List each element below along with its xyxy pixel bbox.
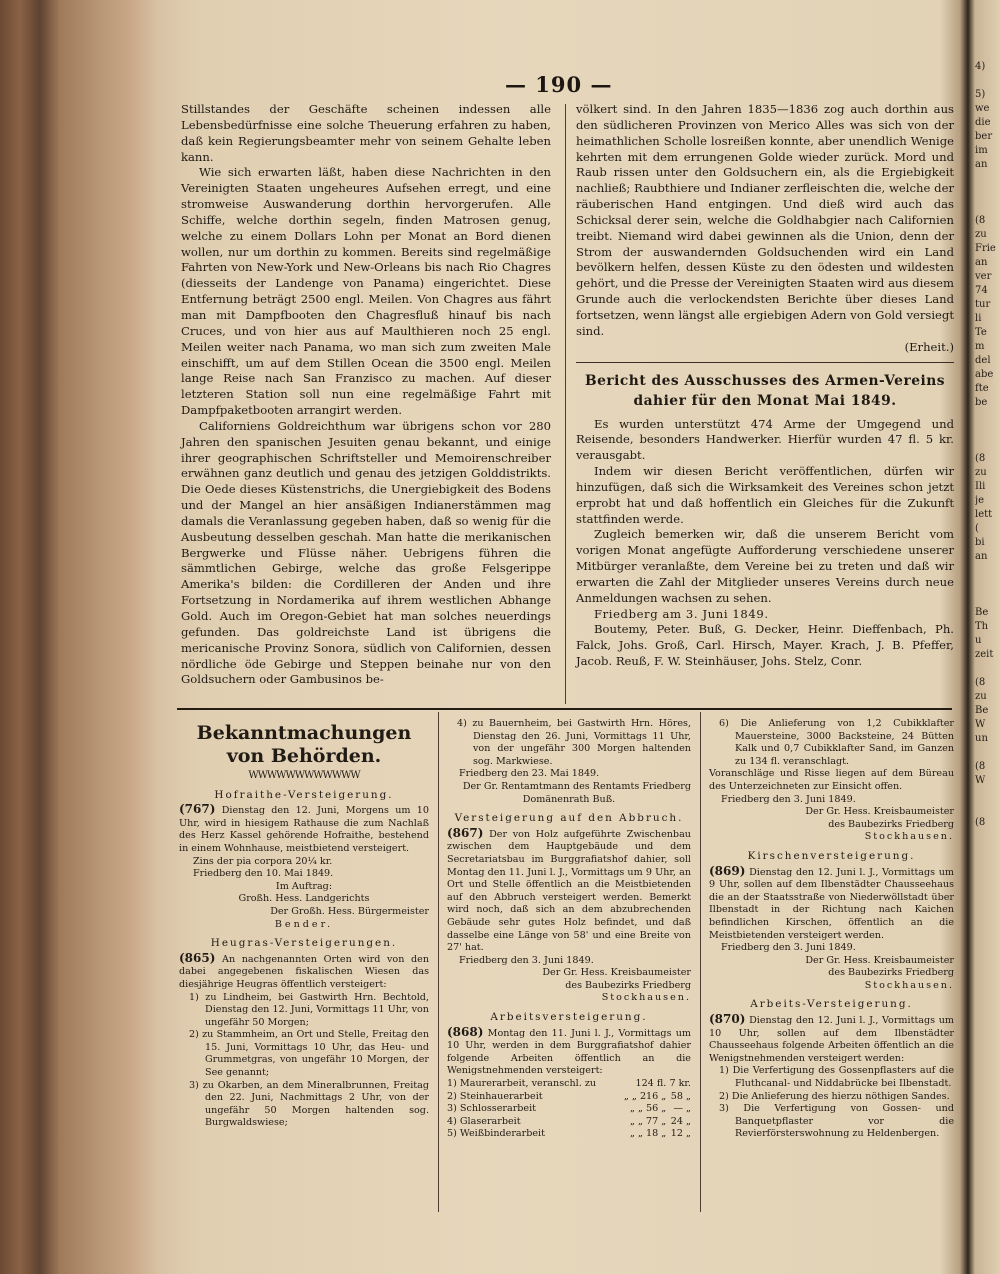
edge-fragment: an [975, 257, 988, 268]
signature-name: Bender. [274, 918, 334, 930]
edge-fragment: 74 [975, 285, 988, 296]
list-item: 3) Die Verfertigung von Gossen- und Banquetpflaster vor die Revierförsterswohnung zu Heldenbergen. [719, 1103, 954, 1140]
section-heading: Versteigerung auf den Abbruch. [454, 812, 684, 825]
edge-fragment [975, 424, 1000, 438]
list-item: 1) Die Verfertigung des Gossenpflasters auf die Fluthcanal- und Niddabrücke bei Ilbenstadt. [719, 1065, 954, 1090]
signature-line: Der Gr. Rentamtmann des Rentamts Friedberg [462, 780, 691, 792]
notice-line: Zins der pia corpora 20¼ kr. [193, 855, 333, 867]
edge-fragment [975, 186, 1000, 200]
edge-fragment: Ili [975, 481, 986, 492]
edge-fragment: ( [975, 523, 979, 534]
table-cell: 12 „ [670, 1128, 691, 1140]
edge-fragment: 4) [975, 61, 986, 72]
list-item: 2) zu Stammheim, an Ort und Stelle, Freitag den 15. Juni, Vormittags 10 Uhr, das Heu- und Grummetgras, von ungefähr 10 Morgen, der See genannt; [189, 1029, 429, 1079]
table-row [447, 1128, 691, 1141]
edge-fragment: je [975, 495, 985, 506]
edge-fragment: (8 [975, 761, 986, 772]
article-column-left [181, 102, 551, 688]
adjacent-page-edge [975, 60, 1000, 830]
list-item: 6) Die Anlieferung von 1,2 Cubikklafter Mauersteine, 3000 Backsteine, 24 Bütten Kalk und 0,7 Cubikklafter Sand, im Ganzen zu 134 fl. veranschlagt. [719, 718, 954, 767]
table-cell: 4) Glaserarbeit [447, 1115, 521, 1127]
notice-number: (868) [447, 1024, 484, 1039]
paragraph: Wie sich erwarten läßt, haben diese Nachrichten in den Vereinigten Staaten ungeheures Aufsehen erregt, und eine stromweise Auswanderung dorthin hervorgerufen. Alle Schiffe, welche dorthin segeln, finden Matrosen genug, welche zu einem Dollars Lohn per Monat an Bord dienen wollen, nur um dorthin zu kommen. Bereits sind regelmäßige Fahrten von New-York und New-Orleans bis nach Rio Chagres (diesseits der Landenge von Panama) eingerichtet. Diese Entfernung beträgt 2500 engl. Meilen. Von Chagres aus fährt man mit Dampfbooten den Chagresfluß hinauf bis nach Cruces, und von hier aus auf Maulthieren noch 25 engl. Meilen weiter nach Panama, wo man sich zum zweiten Male einschifft, um auf dem Stillen Ocean die 3500 engl. Meilen lange Reise nach San Franzisco zu machen. Auf dieser letzteren Station soll nun eine regelmäßige Fahrt mit Dampfpaketbooten arrangirt werden. [181, 165, 551, 418]
signature-line: Der Gr. Hess. Kreisbaumeister [805, 806, 954, 818]
table-cell: 58 „ [670, 1090, 691, 1102]
notice-text: Dienstag den 12. Juni l. J., Vormittags um 9 Uhr, sollen auf dem Ilbenstädter Chausseehaus die an der Staatsstraße von Niederwöllstadt über Ilbenstadt in der Richtung nach Kaichen befindlichen Kirschen, öffentlich an die Meistbietenden versteigert werden. [709, 866, 954, 941]
table-cell: — „ [673, 1103, 691, 1115]
notices-title: Bekanntmachungen von Behörden. [196, 722, 412, 767]
newspaper-page [150, 60, 960, 1260]
edge-fragment: W [975, 775, 986, 786]
notice-column-2 [447, 718, 691, 1141]
article-column-right [576, 102, 954, 670]
edge-fragment: zu [975, 691, 987, 702]
edge-fragment: bi [975, 537, 985, 548]
signature-line: Der Gr. Hess. Kreisbaumeister [805, 954, 954, 966]
edge-fragment: ver [975, 271, 992, 282]
paragraph: Es wurden unterstützt 474 Arme der Umgegend und Reisende, besonders Handwerker. Hierfür wurden 47 fl. 5 kr. verausgabt. [576, 416, 954, 463]
edge-fragment: be [975, 397, 988, 408]
edge-fragment: un [975, 733, 988, 744]
edge-fragment: we [975, 103, 990, 114]
table-cell: „ „ 77 „ [630, 1115, 667, 1127]
section-heading: Heugras-Versteigerungen. [210, 937, 398, 950]
list-item: 3) zu Okarben, an dem Mineralbrunnen, Freitag den 22. Juni, Nachmittags 2 Uhr, von der ungefähr 50 Morgen haltenden sog. Burgwaldswiese; [189, 1079, 429, 1129]
notice-text: An nachgenannten Orten wird von den dabei angegebenen fiskalischen Wiesen das diesjährige Heugras öffentlich versteigert: [179, 953, 429, 990]
column-divider [700, 712, 701, 1212]
notice-number: (869) [709, 863, 746, 878]
table-row [447, 1078, 691, 1091]
edge-fragment: im [975, 145, 988, 156]
edge-fragment [975, 746, 1000, 760]
signature-line: Der Gr. Hess. Kreisbaumeister [542, 967, 691, 979]
edge-fragment: m [975, 341, 985, 352]
paragraph: Indem wir diesen Bericht veröffentlichen, dürfen wir hinzufügen, daß sich die Wirksamkeit des Vereines schon jetzt erprobt hat und daß hoffentlich ein Gleiches für die Zukunft stattfinden werde. [576, 464, 954, 526]
signature-name: Stockhausen. [601, 992, 691, 1004]
notice-number: (767) [179, 802, 216, 817]
date-line: Friedberg den 3. Juni 1849. [459, 954, 594, 966]
table-cell: 124 fl. [635, 1078, 667, 1090]
signature-line: des Baubezirks Friedberg [828, 818, 954, 830]
list-item: 1) zu Lindheim, bei Gastwirth Hrn. Bechtold, Dienstag den 12. Juni, Vormittags 11 Uhr, von ungefähr 50 Morgen; [189, 991, 429, 1028]
edge-fragment: Th [975, 621, 989, 632]
edge-fragment [975, 172, 1000, 186]
edge-fragment: lett [975, 509, 993, 520]
edge-fragment [975, 802, 1000, 816]
table-cell: 24 „ [670, 1115, 691, 1127]
edge-fragment: Be [975, 705, 989, 716]
divider [576, 362, 954, 363]
notice-number: (865) [179, 950, 216, 965]
notice-number: (870) [709, 1012, 746, 1027]
edge-fragment: zeit [975, 649, 994, 660]
notice-text: Montag den 11. Juni l. J., Vormittags um 10 Uhr, werden in dem Burggrafiatshof dahier folgende Arbeiten öffentlich an die Wenigstnehmenden versteigert: [447, 1027, 691, 1077]
table-cell: „ „ 56 „ [630, 1103, 667, 1115]
table-cell: 3) Schlosserarbeit [447, 1103, 537, 1115]
notice-text: Dienstag den 12. Juni l. J., Vormittags um 10 Uhr, sollen auf dem Ilbenstädter Chausseehaus folgende Arbeiten öffentlich an die Wenigstnehmenden versteigert werden: [709, 1015, 954, 1064]
edge-fragment: W [975, 719, 986, 730]
edge-fragment: (8 [975, 677, 986, 688]
edge-fragment [975, 410, 1000, 424]
paragraph: Californiens Goldreichthum war übrigens schon vor 280 Jahren den spanischen Jesuiten genau bekannt, und einige ihrer geographischen Schriftsteller und Memoirenschreiber erwähnen ganz deutlich und genau des jetzigen Golddistrikts. Die Oede dieses Küstenstrichs, die Unergiebigkeit des Bodens und der Mangel an hier ansäßigen Indianerstämmen mag damals die Veranlassung gegeben haben, daß so wenig für die Ausbeutung desselben geschah. Man hatte die merikanischen Bergwerke und Flüsse näher. Uebrigens führen die sämmtlichen Gebirge, welche das große Felsgerippe Amerika's bilden: die Cordilleren der Anden und ihre Fortsetzung in Nordamerika auf ihrem westlichen Abhange Gold. Auch im Oregon-Gebiet hat man solches neuerdings gefunden. Das goldreichste Land ist übrigens die mericanische Provinz Sonora, südlich von Californien, dessen nördliche öde Gebirge und Steppen beinahe nur von den Goldsuchern oder Gambusinos be- [181, 418, 551, 687]
edge-fragment: Te [975, 327, 987, 338]
date-line: Friedberg den 3. Juni 1849. [721, 942, 856, 954]
edge-fragment: Frie [975, 243, 996, 254]
table-row [447, 1091, 691, 1104]
signature-line: des Baubezirks Friedberg [565, 979, 691, 991]
signature-name: Stockhausen. [864, 979, 954, 991]
date-line: Friedberg den 23. Mai 1849. [459, 768, 600, 780]
edge-fragment: ber [975, 131, 993, 142]
signature-name: Stockhausen. [864, 831, 954, 843]
column-divider [565, 104, 566, 704]
edge-fragment: zu [975, 467, 987, 478]
edge-fragment [975, 564, 1000, 578]
edge-fragment [975, 438, 1000, 452]
signature-line: des Baubezirks Friedberg [828, 967, 954, 979]
signature-line: Der Großh. Hess. Bürgermeister [270, 905, 429, 917]
table-cell: „ „ 18 „ [630, 1128, 667, 1140]
edge-fragment: u [975, 635, 982, 646]
edge-fragment: fte [975, 383, 989, 394]
date-line: Friedberg am 3. Juni 1849. [594, 606, 769, 621]
page-number: — 190 — [505, 72, 613, 97]
edge-fragment: del [975, 355, 991, 366]
section-heading: Kirschenversteigerung. [747, 849, 916, 862]
section-heading: Arbeits-Versteigerung. [750, 998, 913, 1011]
report-heading: Bericht des Ausschusses des Armen-Vereins dahier für den Monat Mai 1849. [584, 372, 946, 409]
paragraph: Stillstandes der Geschäfte scheinen indessen alle Lebensbedürfnisse eine solche Theuerung erfahren zu haben, daß kein Regierungsbeamter mehr von seinem Gehalte leben kann. [181, 102, 551, 164]
table-row [447, 1116, 691, 1129]
notice-column-1 [179, 718, 429, 1130]
edge-fragment: (8 [975, 215, 986, 226]
notice-number: (867) [447, 825, 484, 840]
edge-fragment: (8 [975, 453, 986, 464]
edge-fragment [975, 74, 1000, 88]
section-rule [177, 708, 952, 710]
edge-fragment: 5) [975, 89, 986, 100]
notice-text: Voranschläge und Risse liegen auf dem Büreau des Unterzeichneten zur Einsicht offen. [709, 768, 954, 792]
signature-name: Domänenrath Buß. [522, 793, 616, 805]
signature-line: Im Auftrag: [275, 880, 333, 892]
edge-fragment: (8 [975, 817, 986, 828]
signature-line: Großh. Hess. Landgerichts [238, 893, 370, 905]
table-cell: „ „ 216 „ [623, 1090, 667, 1102]
edge-fragment [975, 592, 1000, 606]
notice-column-3 [709, 718, 954, 1141]
edge-fragment [975, 578, 1000, 592]
list-item: 4) zu Bauernheim, bei Gastwirth Hrn. Höres, Dienstag den 26. Juni, Vormittags 11 Uhr, von der ungefähr 300 Morgen haltenden sog. Markwiese. [457, 718, 691, 767]
column-divider [438, 712, 439, 1212]
date-line: Friedberg den 3. Juni 1849. [721, 793, 856, 805]
edge-fragment [975, 200, 1000, 214]
edge-fragment: tur [975, 299, 991, 310]
work-items-table [447, 1078, 691, 1141]
table-cell: 2) Steinhauerarbeit [447, 1090, 543, 1102]
notice-text: Der von Holz aufgeführte Zwischenbau zwischen dem Hauptgebäude und dem Secretariatsbau im Burggrafiatshof dahier, soll Montag den 11. Juni l. J., Vormittags um 9 Uhr, an Ort und Stelle öffentlich an die Meistbietenden auf den Abbruch versteigert werden. Bemerkt wird noch, daß sich an dem abzubrechenden Gebäude sehr gutes Holz befindet, und daß dasselbe eine Länge von 58' und eine Breite von 27' hat. [447, 828, 691, 954]
edge-fragment [975, 662, 1000, 676]
date-line: Friedberg den 10. Mai 1849. [193, 868, 334, 880]
edge-fragment: die [975, 117, 991, 128]
edge-fragment [975, 788, 1000, 802]
paragraph: völkert sind. In den Jahren 1835—1836 zog auch dorthin aus den südlicheren Provinzen von Merico Alles was sich von der heimathlichen Scholle losreißen konnte, aber unendlich Wenige kehrten mit dem errungenen Golde wieder zurück. Mord und Raub rissen unter den Goldsuchern ein, als die Ergiebigkeit nachließ; Raubthiere und Indianer zerfleischten die, welche der räuberischen Hand entgingen. Und dieß wird auch das Schicksal derer sein, welche die Goldhabgier nach Californien treibt. Niemand wird dabei gewinnen als die Union, denn der Strom der auswandernden Goldsuchenden wird ein Land bevölkern helfen, dessen Küste zu den ödesten und wildesten gehört, und die Presse der Vereinigten Staaten wird aus diesem Grunde auch die verlockendsten Berichte über dieses Land fortsetzen, wenn längst alle ergiebigen Adern von Gold versiegt sind. [576, 102, 954, 338]
paragraph: Zugleich bemerken wir, daß die unserem Bericht vom vorigen Monat angefügte Aufforderung verschiedene unserer Mitbürger veranlaßte, dem Vereine bei zu treten und daß wir erwarten die Zahl der Mitglieder unseres Vereins durch neue Anmeldungen wachsen zu sehen. [576, 527, 954, 605]
table-cell: 1) Maurerarbeit, veranschl. zu [447, 1078, 597, 1090]
list-item: 2) Die Anlieferung des hierzu nöthigen Sandes. [719, 1090, 950, 1102]
edge-fragment: an [975, 551, 988, 562]
table-cell: 5) Weißbinderarbeit [447, 1128, 545, 1140]
ornament: WWWWWWWWWWWW [248, 770, 360, 781]
edge-fragment: an [975, 159, 988, 170]
edge-fragment: li [975, 313, 982, 324]
edge-fragment: zu [975, 229, 987, 240]
signatories: Boutemy, Peter. Buß, G. Decker, Heinr. Dieffenbach, Ph. Falck, Johs. Groß, Carl. Hirsch, Mayer. Krach, J. B. Pfeffer, Jacob. Reuß, F. W. Steinhäuser, Johs. Stelz, Conr. [576, 622, 954, 669]
source-note: (Erheit.) [904, 339, 954, 354]
section-heading: Arbeitsversteigerung. [490, 1011, 648, 1024]
edge-fragment: Be [975, 607, 989, 618]
table-row [447, 1103, 691, 1116]
section-heading: Hofraithe-Versteigerung. [214, 788, 394, 801]
table-cell: 7 kr. [669, 1078, 691, 1090]
edge-fragment: abe [975, 369, 994, 380]
notice-text: Dienstag den 12. Juni, Morgens um 10 Uhr, wird in hiesigem Rathause die zum Nachlaß des Herz Kassel gehörende Hofraithe, bestehend in einem Wohnhause, meistbietend versteigert. [179, 805, 429, 854]
